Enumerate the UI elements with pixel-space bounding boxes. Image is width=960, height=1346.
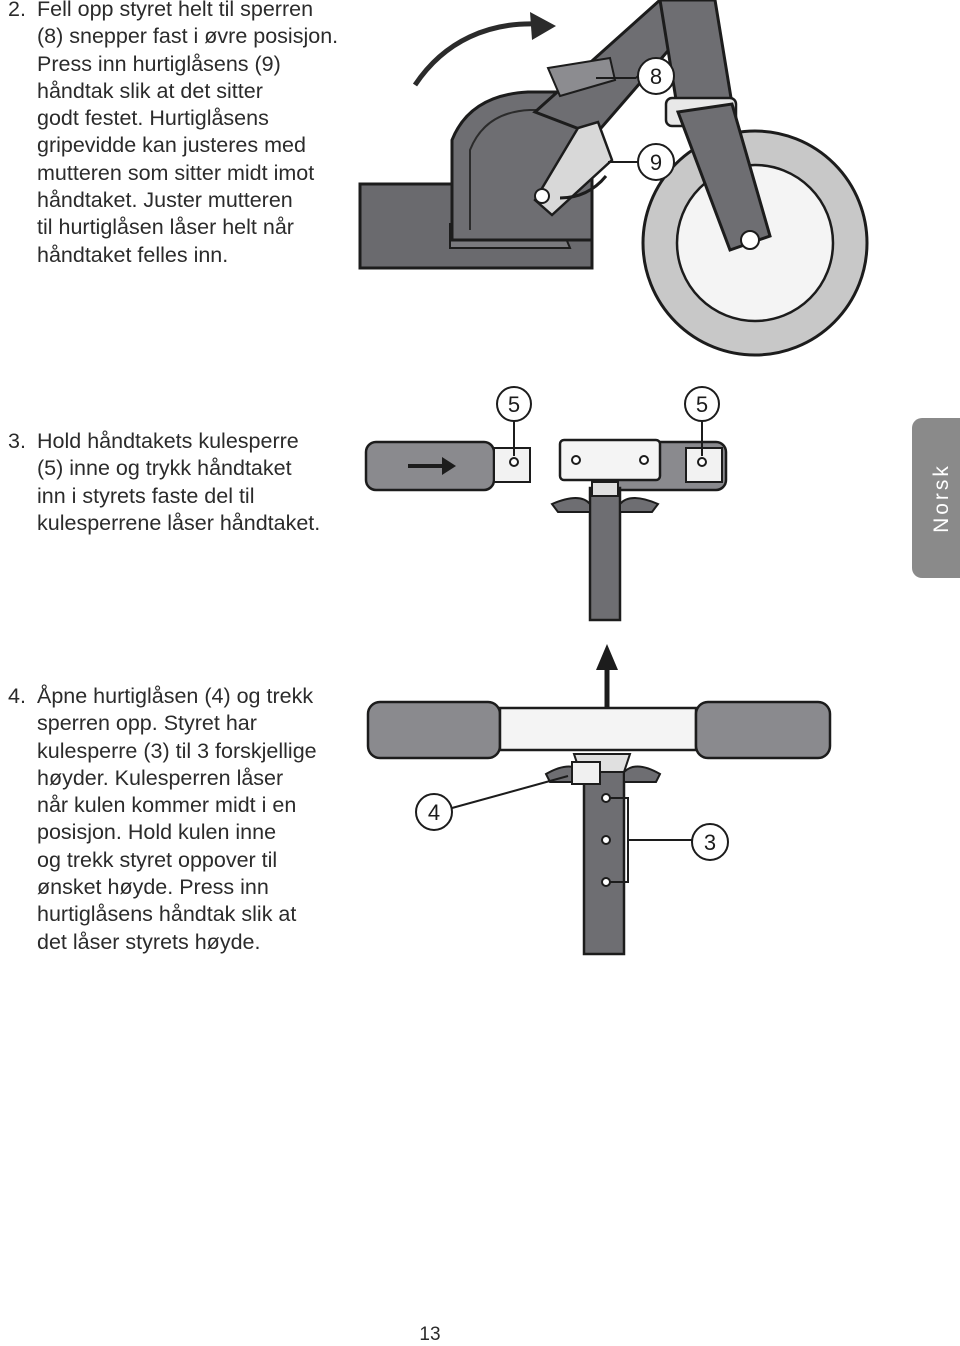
steering-column	[660, 0, 732, 112]
text-line: Press inn hurtiglåsens (9)	[37, 51, 281, 76]
text-line: gripevidde kan justeres med	[37, 133, 306, 158]
arrow-up-head-icon	[596, 644, 618, 670]
callout-label: 5	[507, 392, 521, 417]
step-text	[8, 428, 320, 537]
text-line: når kulen kommer midt i en	[37, 793, 297, 818]
text-line: Fell opp styret helt til sperren	[37, 0, 314, 21]
clamp-right	[620, 498, 658, 512]
page-number: 13	[419, 1324, 441, 1345]
text-line: sperren opp. Styret har	[37, 711, 257, 736]
callout-label: 3	[703, 830, 717, 855]
text-line: inn i styrets faste del til	[37, 483, 255, 508]
step-2-instruction	[8, 0, 338, 269]
callout-8	[638, 58, 674, 94]
text-line: håndtaket felles inn.	[37, 242, 229, 267]
text-line: håndtaket. Juster mutteren	[37, 188, 293, 213]
crossbar	[500, 708, 696, 750]
text-line: det låser styrets høyde.	[37, 929, 261, 954]
callout-4	[416, 794, 452, 830]
text-line: (8) snepper fast i øvre posisjon.	[37, 24, 339, 49]
callout-label: 8	[649, 64, 663, 89]
axle-nut	[741, 231, 759, 249]
text-line: ønsket høyde. Press inn	[37, 875, 269, 900]
text-line: kulesperrene låser håndtaket.	[37, 510, 321, 535]
clamp-left	[552, 498, 590, 512]
height-adjustment-illustration	[360, 630, 880, 960]
callout-3	[692, 824, 728, 860]
text-line: hurtiglåsens håndtak slik at	[37, 902, 297, 927]
callout-label: 4	[427, 800, 441, 825]
callout-5-right	[685, 387, 719, 421]
text-line: posisjon. Hold kulen inne	[37, 820, 277, 845]
height-hole	[602, 878, 610, 886]
height-hole	[602, 836, 610, 844]
step-text	[8, 683, 317, 956]
text-line: Åpne hurtiglåsen (4) og trekk	[37, 684, 314, 708]
text-line: og trekk styret oppover til	[37, 847, 278, 872]
folding-lock-illustration	[360, 0, 960, 330]
callout-9	[638, 144, 674, 180]
collar-ring	[592, 482, 618, 496]
curved-arrow-icon	[415, 24, 538, 85]
text-line: (5) inne og trykk håndtaket	[37, 456, 292, 481]
text-line: høyder. Kulesperren låser	[37, 765, 284, 790]
quick-release-lever	[572, 762, 600, 784]
callout-5-left	[497, 387, 531, 421]
ball-lock	[698, 458, 706, 466]
right-grip	[696, 702, 830, 758]
step-text	[8, 0, 338, 269]
ball-lock-socket	[640, 456, 648, 464]
ball-lock	[510, 458, 518, 466]
handlebar-grips-illustration	[360, 380, 709, 620]
text-line: mutteren som sitter midt imot	[37, 160, 315, 185]
text-line: Hold håndtakets kulesperre	[37, 429, 299, 453]
text-line: kulesperre (3) til 3 forskjellige	[37, 738, 317, 763]
text-line: håndtak slik at det sitter	[37, 78, 263, 103]
leader-line	[452, 776, 568, 808]
text-line: til hurtiglåsen låser helt når	[37, 215, 294, 240]
step-number: 3.	[8, 429, 26, 453]
step-number: 4.	[8, 684, 26, 708]
text-line: godt festet. Hurtiglåsens	[37, 106, 269, 131]
step-4-instruction	[8, 683, 317, 956]
pivot-bolt	[535, 189, 549, 203]
language-side-tab	[912, 418, 960, 578]
arrow-head-icon	[530, 12, 556, 40]
step-3-instruction	[8, 428, 320, 537]
language-label: Norsk	[930, 463, 953, 533]
height-hole	[602, 794, 610, 802]
stem-tube	[590, 488, 620, 620]
left-grip	[368, 702, 500, 758]
step-number: 2.	[8, 0, 26, 21]
ball-lock-socket	[572, 456, 580, 464]
clamp-right	[624, 766, 660, 782]
stem-tube	[584, 758, 624, 954]
callout-label: 5	[695, 392, 709, 417]
callout-label: 9	[649, 150, 663, 175]
